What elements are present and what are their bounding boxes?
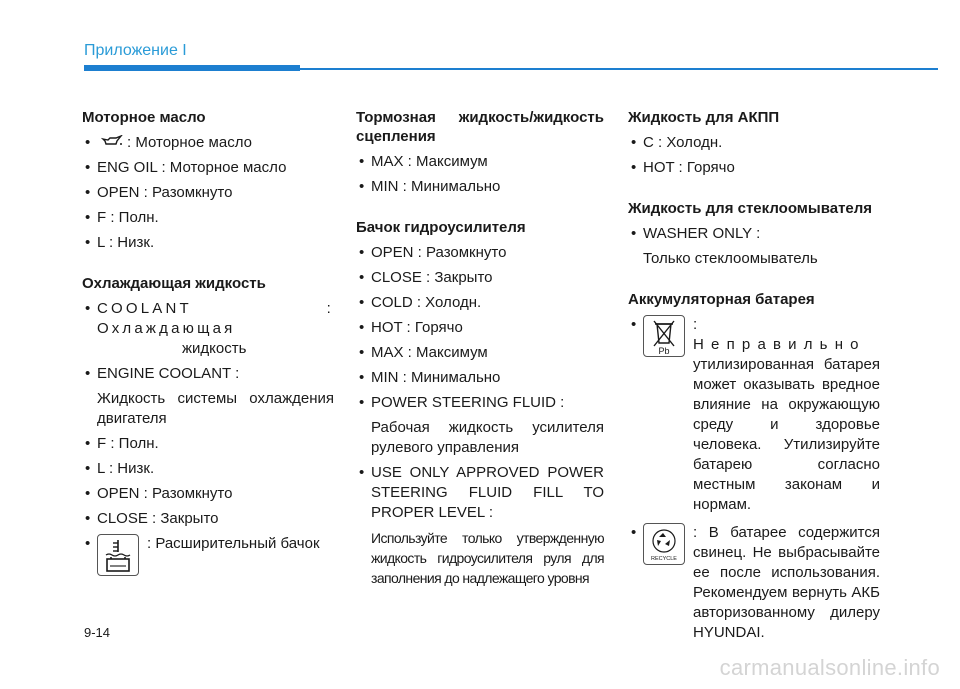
list-item: • F : Полн. [82,434,334,454]
pb-label: • Pb [658,346,670,356]
coolant-label: • COOLANT : Охлаждающая [97,300,334,338]
list-item: • CLOSE : Закрыто [82,509,334,529]
list-item: • MIN : Минимально [356,177,604,197]
list-item: • OPEN : Разомкнуто [82,183,334,203]
column-middle [356,108,604,593]
atf-heading: Жидкость для АКПП [628,109,780,126]
washer-heading: Жидкость для стеклоомывателя [628,200,873,217]
coolant-reservoir-icon [97,534,139,576]
list-item: • MAX : Максимум [356,152,604,172]
brake-fluid-heading: Тормозная жидкость/жидкость сцепления [356,109,604,145]
use-only-desc: Используйте только утвержденную жидкость гидроусилителя руля для заполнения до надлежащего уровня [371,530,604,586]
disposal-desc: утилизированная батарея может оказывать вредное влияние на окружающую среду и здоровье человека. Утилизируйте батарею согласно местным законам и нормам. [693,356,880,513]
disposal-head: : Неправильно [693,316,866,353]
power-steering-heading: Бачок гидроусилителя [356,219,526,236]
oil-can-icon [101,133,123,153]
watermark: carmanualsonline.info [719,655,940,680]
column-left [82,108,334,581]
list-item: • OPEN : Разомкнуто [82,484,334,504]
list-item [628,315,880,515]
list-item: • POWER STEERING FLUID : [356,393,604,413]
washer-desc: Только стеклоомыватель [643,250,818,267]
list-item: • OPEN : Разомкнуто [356,243,604,263]
psf-desc: Рабочая жидкость усилителя рулевого управления [371,419,604,456]
coolant-heading: Охлаждающая жидкость [82,275,266,293]
list-item: • MAX : Максимум [356,343,604,363]
reservoir-desc: • : Расширительный бачок [147,535,320,553]
list-item: • MIN : Минимально [356,368,604,388]
list-item: • HOT : Горячо [356,318,604,338]
list-item: • WASHER ONLY : [628,224,880,244]
list-item [82,133,334,153]
crossed-bin-pb-icon [643,315,685,357]
recycle-label: • RECYCLE [651,556,677,562]
list-item [82,534,334,576]
coolant-label-tail: жидкость [182,340,247,358]
battery-heading: Аккумуляторная батарея [628,291,815,308]
list-item: • C : Холодн. [628,133,880,153]
list-item: • L : Низк. [82,233,334,253]
list-item: • ENGINE COOLANT : [82,364,334,384]
list-item [82,299,334,359]
list-item: • COLD : Холодн. [356,293,604,313]
battery-recycle-icon [643,523,685,565]
list-item: • ENG OIL : Моторное масло [82,158,334,178]
lead-desc: : В батарее содержится свинец. Не выбрасывайте ее после использования. Рекомендуем вернуть АКБ авторизованному дилеру HYUNDAI. [693,524,880,641]
list-item: • USE ONLY APPROVED POWER STEERING FLUID FILL TO PROPER LEVEL : [356,463,604,523]
header-accent-bar [84,65,300,71]
column-right [628,108,880,648]
list-item: • L : Низк. [82,459,334,479]
engine-coolant-desc: Жидкость системы охлаждения двигателя [97,390,334,428]
list-item: • F : Полн. [82,208,334,228]
oil-symbol-desc: : Моторное масло [127,134,252,151]
section-title: Приложение I [84,42,187,59]
list-item: • CLOSE : Закрыто [356,268,604,288]
header-divider-line [300,68,938,70]
disposal-text [693,315,880,515]
page-number: 9-14 [84,625,111,640]
engine-oil-heading: Моторное масло [82,109,206,126]
list-item: • HOT : Горячо [628,158,880,178]
list-item [628,523,880,643]
